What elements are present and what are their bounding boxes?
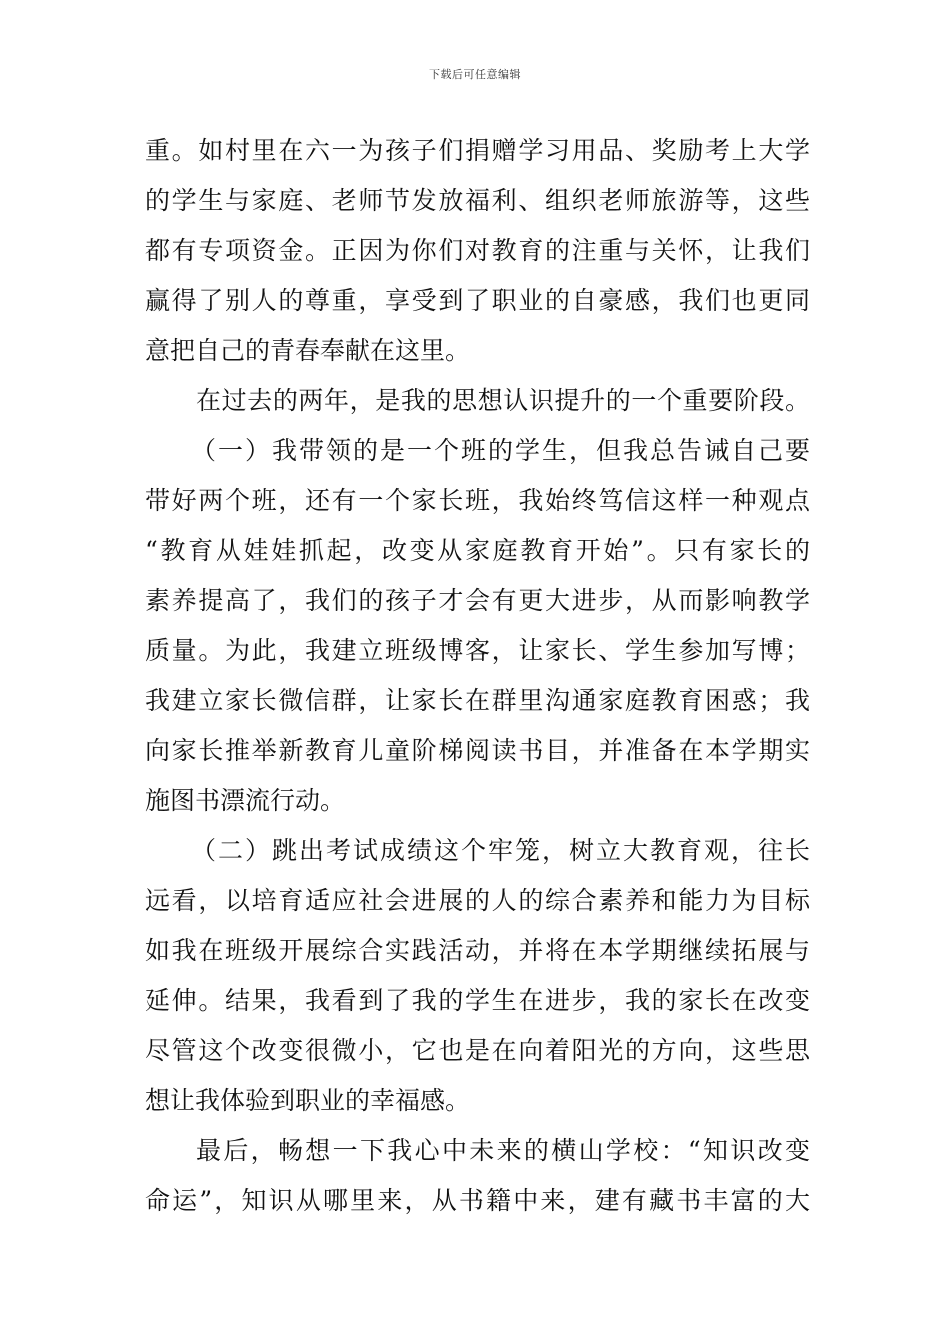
text-line: “教育从娃娃抓起，改变从家庭教育开始”。只有家长的 (145, 536, 810, 565)
text-line: 的学生与家庭、老师节发放福利、组织老师旅游等，这些 (145, 186, 810, 215)
text-line: 尽管这个改变很微小，它也是在向着阳光的方向，这些思 (145, 1036, 810, 1065)
text-line: 带好两个班，还有一个家长班，我始终笃信这样一种观点 (145, 486, 810, 515)
text-line: 如我在班级开展综合实践活动，并将在本学期继续拓展与 (145, 936, 810, 965)
text-line: 赢得了别人的尊重，享受到了职业的自豪感，我们也更同 (145, 286, 810, 315)
text-line: 意把自己的青春奉献在这里。 (145, 336, 471, 365)
text-line: 延伸。结果，我看到了我的学生在进步，我的家长在改变 (145, 986, 810, 1015)
text-line: 都有专项资金。正因为你们对教育的注重与关怀，让我们 (145, 236, 810, 265)
text-line: 向家长推举新教育儿童阶梯阅读书目，并准备在本学期实 (145, 736, 810, 765)
page-header: 下载后可任意编辑 (429, 68, 521, 81)
text-line: （一）我带领的是一个班的学生，但我总告诫自己要 (191, 436, 810, 465)
text-line: 想让我体验到职业的幸福感。 (145, 1086, 471, 1115)
text-line: 质量。为此，我建立班级博客，让家长、学生参加写博； (145, 636, 810, 665)
text-line: 施图书漂流行动。 (145, 786, 346, 815)
text-line: 最后，畅想一下我心中未来的横山学校：“知识改变 (196, 1136, 810, 1165)
text-line: 远看，以培育适应社会进展的人的综合素养和能力为目标 (145, 886, 810, 915)
text-line: 我建立家长微信群，让家长在群里沟通家庭教育困惑；我 (145, 686, 810, 715)
text-line: （二）跳出考试成绩这个牢笼，树立大教育观，往长 (191, 836, 810, 865)
text-line: 素养提高了，我们的孩子才会有更大进步，从而影响教学 (145, 586, 810, 615)
document-body (145, 126, 810, 1226)
text-line: 命运”，知识从哪里来，从书籍中来，建有藏书丰富的大 (145, 1186, 810, 1215)
text-line: 在过去的两年，是我的思想认识提升的一个重要阶段。 (196, 386, 810, 415)
text-line: 重。如村里在六一为孩子们捐赠学习用品、奖励考上大学 (145, 136, 810, 165)
